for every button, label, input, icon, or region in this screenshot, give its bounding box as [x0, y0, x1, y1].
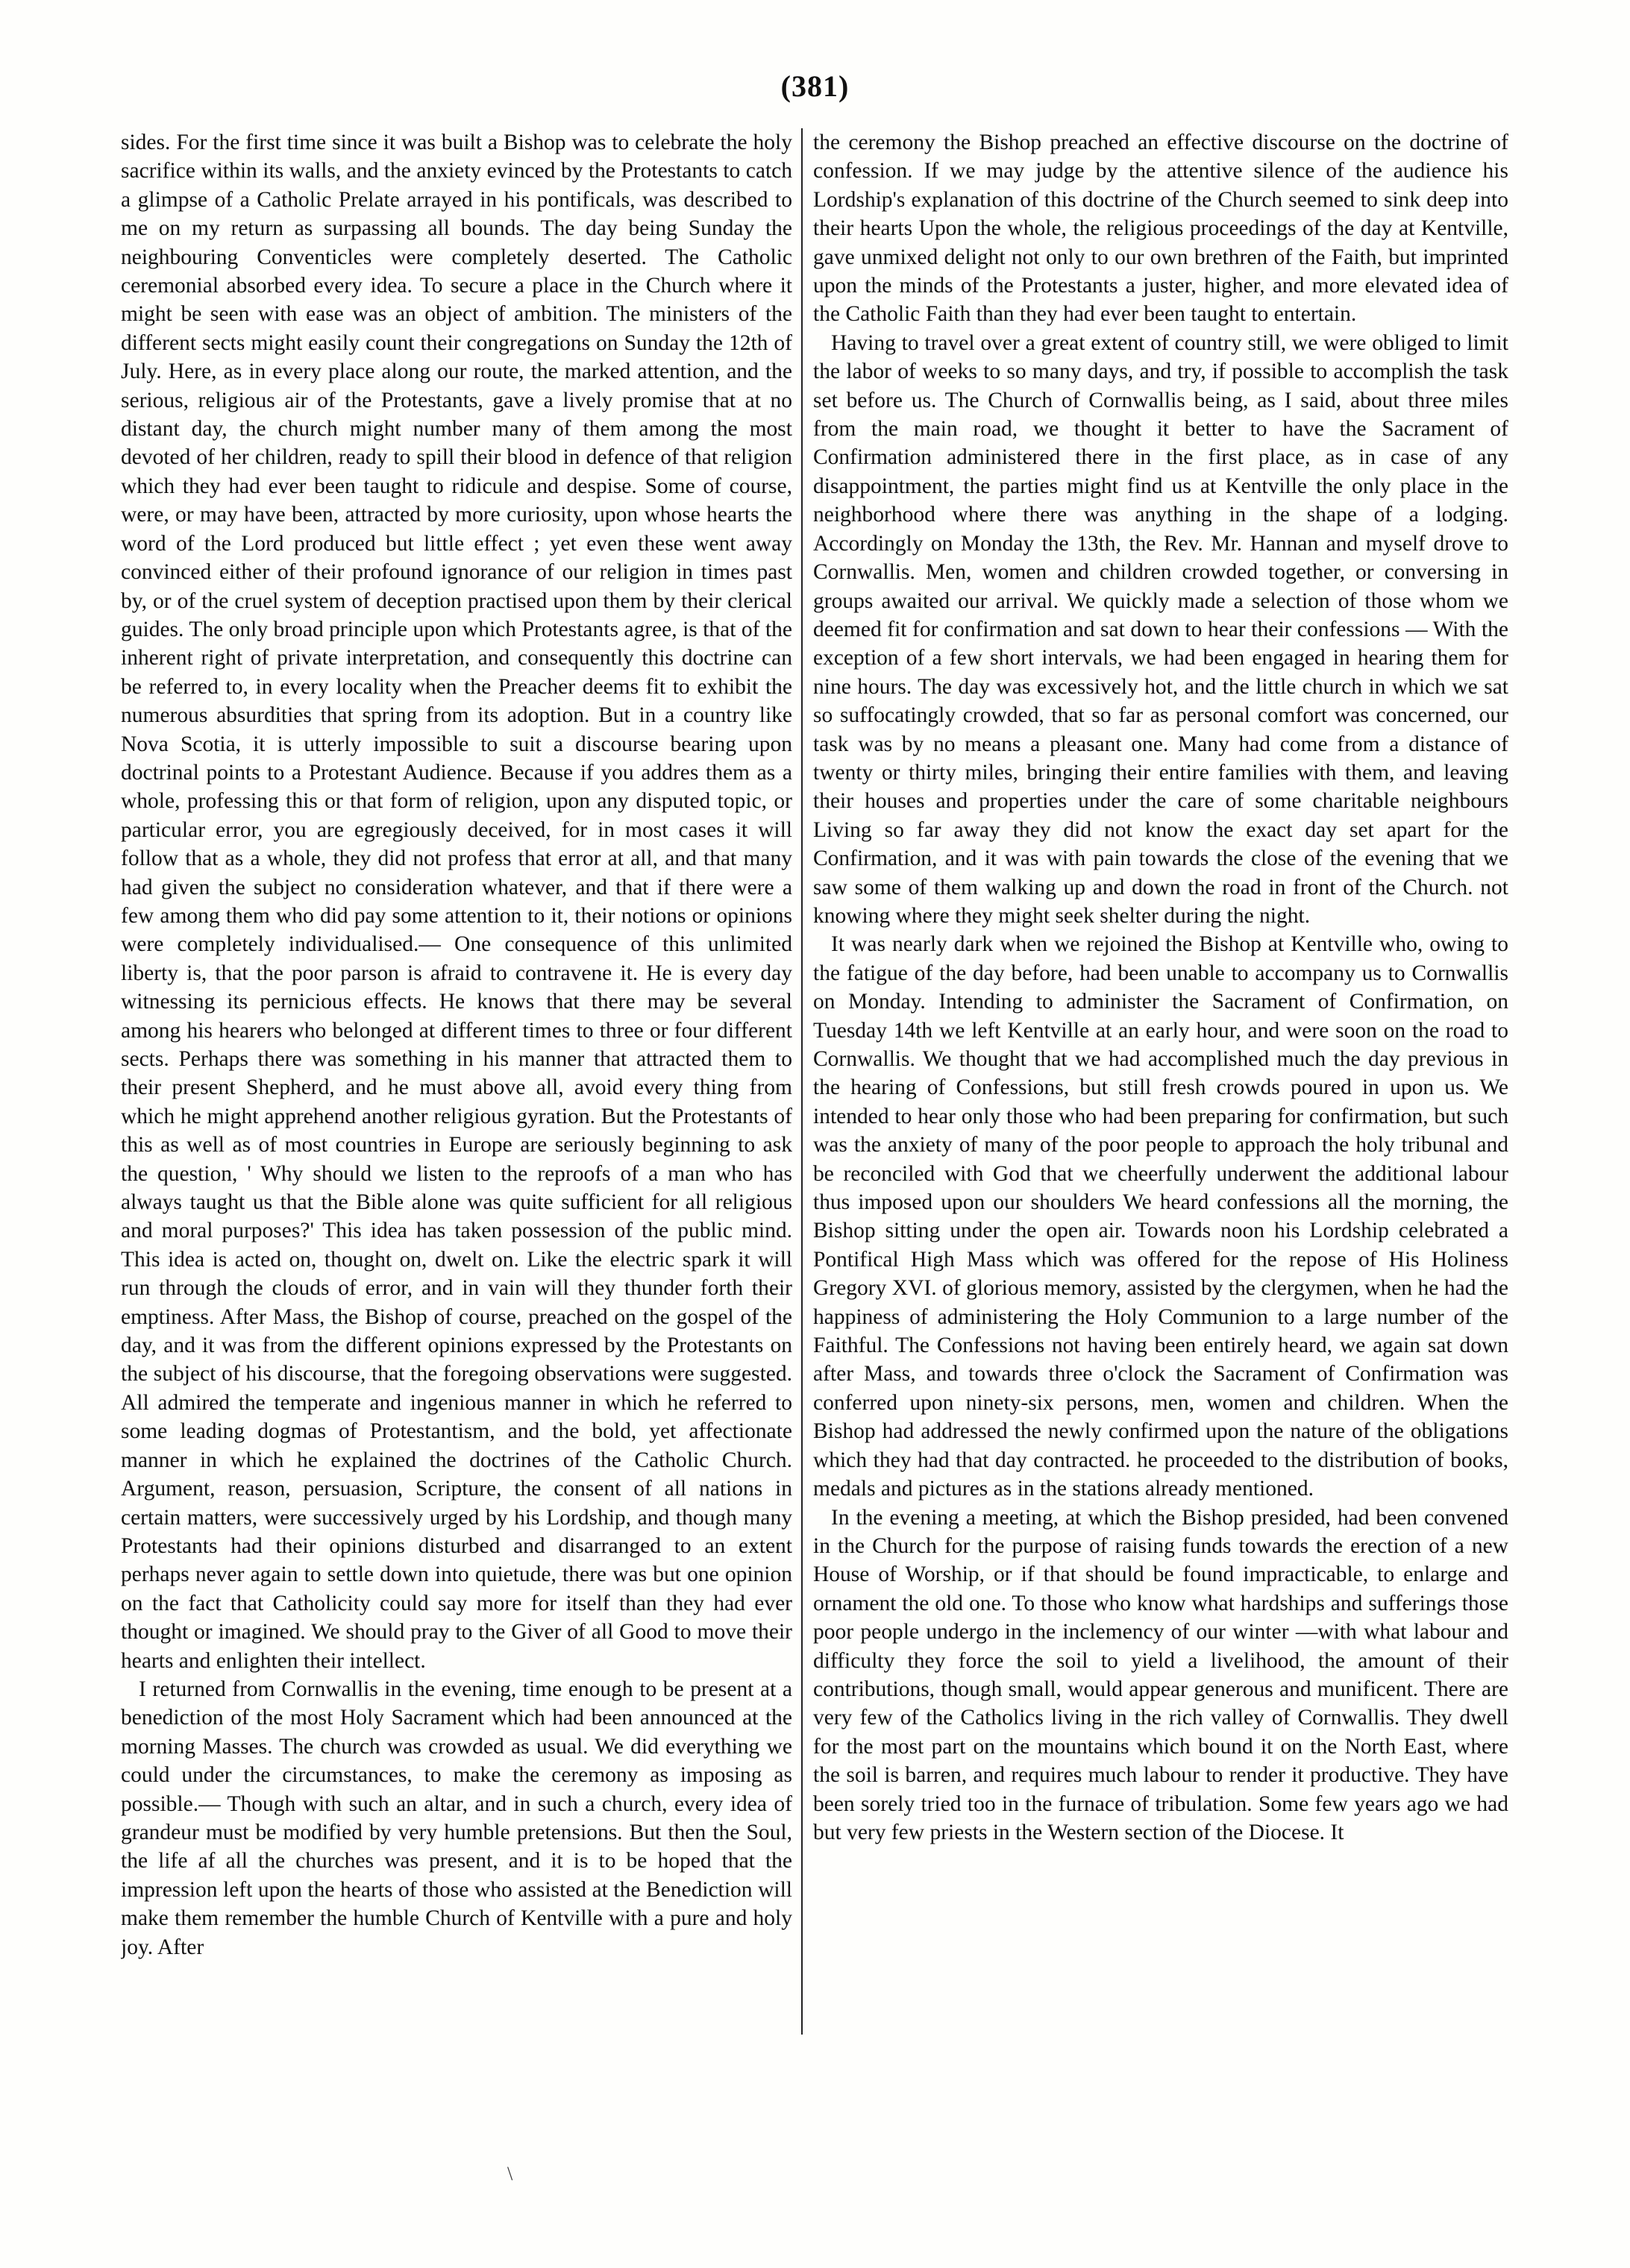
right-paragraph-4: In the evening a meeting, at which the Bishop presided, had been convened in the Church for the purpose of raising funds towards the erection of a new House of Worship, or if that should be found impracticable, to enlarge and ornament the old one. To those who know what hardships and sufferings those poor people undergo in the inclemency of our winter —with what labour and difficulty they force the soil to yield a livelihood, the amount of their contributions, though small, would appear generous and munificent. There are very few of the Catholics living in the rich valley of Cornwallis. They dwell for the most part on the mountains which bound it on the North East, where the soil is barren, and requires much labour to render it productive. They have been sorely tried too in the furnace of tribulation. Some few years ago we had but very few priests in the Western section of the Diocese. It	[813, 1505, 1508, 1844]
left-column	[121, 128, 792, 2052]
right-paragraph-3: It was nearly dark when we rejoined the Bishop at Kentville who, owing to the fatigue of the day before, had been unable to accompany us to Cornwallis on Monday. Intending to administer the Sacrament of Confirmation, on Tuesday 14th we left Kentville at an early hour, and were soon on the road to Cornwallis. We thought that we had accomplished much the day previous in the hearing of Confessions, but still fresh crowds poured in upon us. We intended to hear only those who had been preparing for confirmation, but such was the anxiety of many of the poor people to approach the holy tribunal and be reconciled with God that we cheerfully underwent the additional labour thus imposed upon our shoulders We heard confessions all the morning, the Bishop sitting under the open air. Towards noon his Lordship celebrated a Pontifical High Mass which was offered for the repose of His Holiness Gregory XVI. of glorious memory, assisted by the clergymen, when he had the happiness of administering the Holy Communion to a large number of the Faithful. The Confessions not having been entirely heard, we again sat down after Mass, and towards three o'clock the Sacrament of Confirmation was conferred upon ninety-six persons, men, women and children. When the Bishop had addressed the newly confirmed upon the nature of the obligations which they had that day contracted. he proceeded to the distribution of books, medals and pictures as in the stations already mentioned.	[813, 932, 1508, 1501]
right-column	[813, 128, 1508, 2052]
right-paragraph-2: Having to travel over a great extent of country still, we were obliged to limit the labor of weeks to so many days, and try, if possible to accomplish the task set before us. The Church of Cornwallis being, as I said, about three miles from the main road, we thought it better to have the Sacrament of Confirmation administered there in the first place, as in case of any disappointment, the parties might find us at Kentville the only place in the neighborhood where there was anything in the shape of a lodging. Accordingly on Monday the 13th, the Rev. Mr. Hannan and myself drove to Cornwallis. Men, women and children crowded together, or conversing in groups awaited our arrival. We quickly made a selection of those whom we deemed fit for confirmation and sat down to hear their confessions — With the exception of a few short intervals, we had been engaged in hearing them for nine hours. The day was excessively hot, and the little church in which we sat so suffocatingly crowded, that so far as personal comfort was concerned, our task was by no means a pleasant one. Many had come from a distance of twenty or thirty miles, bringing their entire families with them, and leaving their houses and properties under the care of some charitable neighbours Living so far away they did not know the exact day set apart for the Confirmation, and it was with pain towards the close of the evening that we saw some of them walking up and down the road in front of the Church. not knowing where they might seek shelter during the night.	[813, 330, 1508, 928]
footer-mark: \	[507, 2163, 513, 2184]
page-number: (381)	[780, 69, 850, 103]
left-paragraph-2: I returned from Cornwallis in the evening, time enough to be present at a benediction of the most Holy Sacrament which had been announced at the morning Masses. The church was crowded as usual. We did everything we could under the circumstances, to make the ceremony as imposing as possible.— Though with such an altar, and in such a church, every idea of grandeur must be modified by very humble pretensions. But then the Soul, the life af all the churches was present, and it is to be hoped that the impression left upon the hearts of those who assisted at the Benediction will make them remember the humble Church of Kentville with a pure and holy joy. After	[121, 1677, 792, 1959]
column-divider	[801, 128, 803, 2035]
right-paragraph-1: the ceremony the Bishop preached an effective discourse on the doctrine of confession. If we may judge by the attentive silence of the audience his Lordship's explanation of this doctrine of the Church seemed to sink deep into their hearts Upon the whole, the religious proceedings of the day at Kentville, gave unmixed delight not only to our own brethren of the Faith, but imprinted upon the minds of the Protestants a juster, higher, and more elevated idea of the Catholic Faith than they had ever been taught to entertain.	[813, 131, 1508, 327]
left-paragraph-1: sides. For the first time since it was built a Bishop was to celebrate the holy sacrifice within its walls, and the anxiety evinced by the Protestants to catch a glimpse of a Catholic Prelate arrayed in his pontificals, was described to me on my return as surpassing all bounds. The day being Sunday the neighbouring Conventicles were completely deserted. The Catholic ceremonial absorbed every idea. To secure a place in the Church where it might be seen with ease was an object of ambition. The ministers of the different sects might easily count their congregations on Sunday the 12th of July. Here, as in every place along our route, the marked attention, and the serious, religious air of the Protestants, gave a lively promise that at no distant day, the church might number many of them among the most devoted of her children, ready to spill their blood in defence of that religion which they had ever been taught to ridicule and despise. Some of course, were, or may have been, attracted by more curiosity, upon whose hearts the word of the Lord produced but little effect ; yet even these went away convinced either of their profound ignorance of our religion in times past by, or of the cruel system of deception practised upon them by their clerical guides. The only broad principle upon which Protestants agree, is that of the inherent right of private interpretation, and consequently this doctrine can be referred to, in every locality when the Preacher deems fit to exhibit the numerous absurdities that spring from its adoption. But in a country like Nova Scotia, it is utterly impossible to suit a discourse bearing upon doctrinal points to a Protestant Audience. Because if you addres them as a whole, professing this or that form of religion, upon any disputed topic, or particular error, you are egregiously deceived, for in most cases it will follow that as a whole, they did not profess that error at all, and that many had given the subject no consideration whatever, and that if there were a few among them who did pay some attention to it, their notions or opinions were completely individualised.— One consequence of this unlimited liberty is, that the poor parson is afraid to contravene it. He is every day witnessing its pernicious effects. He knows that there may be several among his hearers who belonged at different times to three or four different sects. Perhaps there was something in his manner that attracted them to their present Shepherd, and he must above all, avoid every thing from which he might apprehend another religious gyration. But the Protestants of this as well as of most countries in Europe are seriously beginning to ask the question, ' Why should we listen to the reproofs of a man who has always taught us that the Bible alone was quite sufficient for all religious and moral purposes?' This idea has taken possession of the public mind. This idea is acted on, thought on, dwelt on. Like the electric spark it will run through the clouds of error, and in vain will they thunder forth their emptiness. After Mass, the Bishop of course, preached on the gospel of the day, and it was from the different opinions expressed by the Protestants on the subject of his discourse, that the foregoing observations were suggested. All admired the temperate and ingenious manner in which he referred to some leading dogmas of Protestantism, and the bold, yet affectionate manner in which he explained the doctrines of the Catholic Church. Argument, reason, persuasion, Scripture, the consent of all nations in certain matters, were successively urged by his Lordship, and though many Protestants had their opinions disturbed and disarranged to an extent perhaps never again to settle down into quietude, there was but one opinion on the fact that Catholicity could say more for itself than they had ever thought or imagined. We should pray to the Giver of all Good to move their hearts and enlighten their intellect.	[121, 131, 792, 1673]
